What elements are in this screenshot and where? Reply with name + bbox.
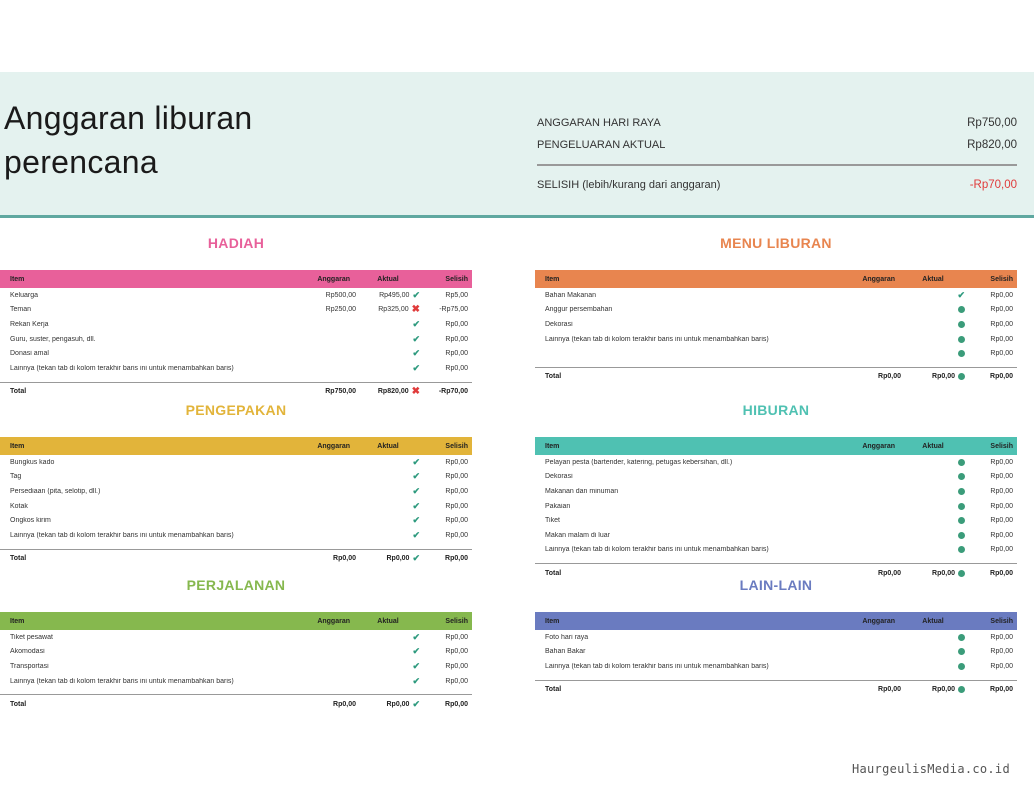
check-icon: ✔ [412,660,420,671]
section-menu-liburan [535,228,1017,386]
table-header [535,437,1017,455]
table-row [0,288,472,303]
table-row [0,630,472,645]
summary-divider [537,164,1017,166]
cell-aktual[interactable] [901,459,965,466]
cell-aktual[interactable] [356,472,420,481]
section-hiburan [535,395,1017,582]
cell-item[interactable]: Dekorasi [545,320,573,328]
cell-aktual[interactable] [901,473,965,480]
column-header-selisih: Selisih [990,617,1013,625]
cell-aktual[interactable] [901,663,965,670]
column-header-selisih: Selisih [990,442,1013,450]
check-icon: ✔ [412,553,420,564]
cell-aktual[interactable] [901,634,965,641]
status-dot-icon [958,686,965,693]
page-title: Anggaran liburan perencana [4,100,253,180]
column-header-item: Item [545,275,560,283]
table-row [0,674,472,689]
table-row [535,317,1017,332]
total-anggaran: Rp0,00 [878,373,901,381]
budget-summary [537,112,1017,196]
summary-row-difference [537,174,1017,196]
check-icon: ✔ [412,318,420,329]
status-dot-icon [958,546,965,553]
summary-label: ANGGARAN HARI RAYA [537,117,661,129]
total-row [0,694,472,713]
column-header-selisih: Selisih [445,275,468,283]
cell-aktual[interactable] [356,458,420,467]
table-header [0,270,472,288]
cell-aktual[interactable] [901,488,965,495]
column-header-selisih: Selisih [445,442,468,450]
status-dot-icon [958,336,965,343]
section-title: HADIAH [207,235,265,251]
table-row [535,499,1017,514]
total-anggaran: Rp0,00 [878,686,901,694]
status-dot-icon [958,321,965,328]
status-dot-icon [958,350,965,357]
section-perjalanan [0,570,472,713]
summary-value: -Rp70,00 [969,179,1017,191]
cell-aktual-value: Rp495,00 [379,291,410,299]
total-anggaran: Rp750,00 [325,388,356,396]
cell-aktual[interactable] [901,517,965,524]
check-icon: ✔ [412,529,420,540]
table-row [535,455,1017,470]
table-row [0,528,472,543]
column-header-anggaran: Anggaran [317,442,350,450]
total-label: Total [545,686,562,694]
cell-item[interactable]: Tag [10,473,22,481]
table-row [0,317,472,332]
cross-icon: ✖ [411,385,420,397]
check-icon: ✔ [412,485,420,496]
cell-selisih: Rp0,00 [445,662,468,670]
cell-aktual[interactable] [356,364,420,373]
column-header-item: Item [10,617,25,625]
summary-row-actual [537,134,1017,156]
cross-icon: ✖ [411,303,420,315]
cell-selisih: Rp0,00 [445,473,468,481]
total-selisih: Rp0,00 [990,686,1013,694]
total-aktual [356,700,420,709]
check-icon: ✔ [412,646,420,657]
table-row [535,630,1017,645]
check-icon: ✔ [957,289,965,300]
total-selisih: Rp0,00 [990,569,1013,577]
check-icon: ✔ [412,500,420,511]
cell-selisih: Rp0,00 [445,517,468,525]
cell-item[interactable]: Tiket pesawat [10,633,53,641]
column-header-aktual: Aktual [922,617,944,625]
cell-aktual[interactable] [901,306,965,313]
cell-item[interactable]: Lainnya (tekan tab di kolom terakhir baris ini untuk menambahkan baris) [545,662,769,670]
total-row [535,680,1017,699]
cell-item[interactable]: Foto hari raya [545,633,589,641]
cell-item[interactable]: Kotak [10,502,28,510]
table-row [535,543,1017,558]
total-row [0,549,472,568]
total-selisih: Rp0,00 [445,700,468,708]
cell-selisih: Rp0,00 [990,648,1013,656]
cell-selisih: -Rp75,00 [439,306,468,314]
cell-item[interactable]: Lainnya (tekan tab di kolom terakhir baris ini untuk menambahkan baris) [10,364,234,372]
total-aktual [901,686,965,693]
cell-item[interactable]: Akomodasi [10,648,45,656]
cell-item[interactable]: Pelayan pesta (bartender, katering, petugas kebersihan, dll.) [545,458,733,466]
total-aktual-value: Rp0,00 [386,700,410,708]
cell-item[interactable]: Donasi amal [10,350,49,358]
cell-selisih: Rp0,00 [445,335,468,343]
cell-item[interactable]: Dekorasi [545,473,573,481]
cell-aktual[interactable] [356,335,420,344]
total-label: Total [545,569,562,577]
cell-item[interactable]: Lainnya (tekan tab di kolom terakhir baris ini untuk menambahkan baris) [10,531,234,539]
check-icon: ✔ [412,515,420,526]
total-aktual [901,373,965,380]
cell-selisih: Rp0,00 [445,487,468,495]
column-header-aktual: Aktual [377,275,399,283]
table-row [0,332,472,347]
cell-item[interactable]: Makanan dan minuman [545,487,619,495]
check-icon: ✔ [412,631,420,642]
column-header-aktual: Aktual [377,442,399,450]
total-selisih: -Rp70,00 [438,388,468,396]
cell-aktual[interactable] [901,291,965,300]
cell-aktual[interactable] [356,633,420,642]
table-row [0,346,472,361]
section-title: PENGEPAKAN [185,402,287,418]
total-selisih: Rp0,00 [445,555,468,563]
column-header-aktual: Aktual [377,617,399,625]
cell-selisih: Rp0,00 [990,487,1013,495]
summary-label: SELISIH (lebih/kurang dari anggaran) [537,179,721,191]
table-row [535,513,1017,528]
table-row [0,659,472,674]
table-row [535,659,1017,674]
cell-aktual[interactable] [356,320,420,329]
check-icon: ✔ [412,456,420,467]
table-header [0,437,472,455]
status-dot-icon [958,663,965,670]
summary-label: PENGELUARAN AKTUAL [537,139,666,151]
cell-aktual[interactable] [901,503,965,510]
cell-item[interactable]: Tiket [545,517,560,525]
status-dot-icon [958,532,965,539]
cell-item[interactable]: Lainnya (tekan tab di kolom terakhir baris ini untuk menambahkan baris) [545,546,769,554]
section-title: PERJALANAN [186,577,286,593]
total-aktual-value: Rp0,00 [386,555,410,563]
status-dot-icon [958,373,965,380]
cell-aktual[interactable] [356,677,420,686]
cell-aktual[interactable] [356,291,420,300]
cell-selisih: Rp0,00 [990,531,1013,539]
cell-selisih: Rp0,00 [990,633,1013,641]
section-pengepakan [0,395,472,568]
column-header-selisih: Selisih [990,275,1013,283]
status-dot-icon [958,648,965,655]
column-header-selisih: Selisih [445,617,468,625]
status-dot-icon [958,306,965,313]
cell-selisih: Rp0,00 [445,350,468,358]
cell-item[interactable]: Transportasi [10,662,49,670]
cell-aktual[interactable] [356,487,420,496]
summary-value[interactable]: Rp750,00 [967,117,1017,129]
cell-item[interactable]: Pakaian [545,502,571,510]
cell-selisih: Rp0,00 [990,517,1013,525]
total-aktual [356,554,420,563]
column-header-anggaran: Anggaran [862,617,895,625]
cell-selisih: Rp0,00 [990,473,1013,481]
cell-aktual[interactable] [356,662,420,671]
cell-aktual-value: Rp325,00 [378,306,409,314]
table-row [0,513,472,528]
column-header-anggaran: Anggaran [317,617,350,625]
table-row [535,470,1017,485]
cell-aktual[interactable] [901,648,965,655]
cell-selisih: Rp0,00 [990,291,1013,299]
status-dot-icon [958,459,965,466]
column-header-item: Item [10,275,25,283]
cell-selisih: Rp0,00 [445,364,468,372]
column-header-anggaran: Anggaran [862,275,895,283]
total-label: Total [10,555,27,563]
total-aktual-value: Rp820,00 [377,388,409,396]
cell-selisih: Rp0,00 [445,320,468,328]
cell-item[interactable]: Bahan Makanan [545,291,596,299]
total-label: Total [10,388,27,396]
table-row [535,346,1017,361]
status-dot-icon [958,634,965,641]
cell-aktual[interactable] [356,531,420,540]
table-row [535,288,1017,303]
cell-aktual[interactable] [356,502,420,511]
check-icon: ✔ [412,289,420,300]
table-row [0,470,472,485]
total-anggaran: Rp0,00 [333,700,356,708]
check-icon: ✔ [412,362,420,373]
cell-aktual[interactable] [901,321,965,328]
check-icon: ✔ [412,698,420,709]
table-header [535,270,1017,288]
table-row [0,455,472,470]
cell-aktual[interactable] [356,349,420,358]
table-row [535,332,1017,347]
status-dot-icon [958,488,965,495]
cell-item[interactable]: Anggur persembahan [545,306,613,314]
cell-item[interactable]: Lainnya (tekan tab di kolom terakhir baris ini untuk menambahkan baris) [10,677,234,685]
total-anggaran: Rp0,00 [878,569,901,577]
column-header-aktual: Aktual [922,275,944,283]
summary-value[interactable]: Rp820,00 [967,139,1017,151]
cell-selisih: Rp0,00 [990,662,1013,670]
cell-item[interactable]: Rekan Kerja [10,320,49,328]
total-aktual-value: Rp0,00 [932,686,955,694]
total-anggaran: Rp0,00 [333,555,356,563]
cell-selisih: Rp0,00 [990,306,1013,314]
cell-anggaran[interactable]: Rp250,00 [325,306,356,314]
total-aktual-value: Rp0,00 [932,569,955,577]
status-dot-icon [958,473,965,480]
cell-selisih: Rp0,00 [990,350,1013,358]
table-row [535,528,1017,543]
status-dot-icon [958,517,965,524]
cell-selisih: Rp0,00 [445,458,468,466]
cell-selisih: Rp0,00 [990,320,1013,328]
cell-selisih: Rp0,00 [990,458,1013,466]
table-row [535,303,1017,318]
column-header-item: Item [545,617,560,625]
cell-selisih: Rp0,00 [990,502,1013,510]
cell-item[interactable]: Lainnya (tekan tab di kolom terakhir baris ini untuk menambahkan baris) [545,335,769,343]
check-icon: ✔ [412,348,420,359]
cell-selisih: Rp0,00 [445,633,468,641]
total-row [535,367,1017,386]
cell-item[interactable]: Ongkos kirim [10,517,51,525]
check-icon: ✔ [412,471,420,482]
column-header-item: Item [545,442,560,450]
table-header [535,612,1017,630]
cell-anggaran[interactable]: Rp500,00 [325,291,356,299]
status-dot-icon [958,503,965,510]
column-header-anggaran: Anggaran [317,275,350,283]
cell-selisih: Rp0,00 [990,546,1013,554]
table-row [0,361,472,376]
table-row [535,645,1017,660]
table-header [0,612,472,630]
table-row [0,303,472,318]
cell-selisih: Rp0,00 [445,677,468,685]
column-header-anggaran: Anggaran [862,442,895,450]
total-label: Total [545,373,562,381]
column-header-item: Item [10,442,25,450]
table-row [0,484,472,499]
cell-item[interactable]: Makan malam di luar [545,531,610,539]
cell-aktual[interactable] [901,546,965,553]
table-row [535,484,1017,499]
table-row [0,499,472,514]
cell-aktual[interactable] [356,305,420,315]
table-row [0,645,472,660]
watermark: HaurgeulisMedia.co.id [851,762,1010,776]
cell-selisih: Rp0,00 [990,335,1013,343]
check-icon: ✔ [412,675,420,686]
check-icon: ✔ [412,333,420,344]
cell-selisih: Rp5,00 [445,291,468,299]
section-title: MENU LIBURAN [720,235,832,251]
section-lain-lain [535,570,1017,699]
total-label: Total [10,700,27,708]
cell-aktual[interactable] [356,516,420,525]
cell-item[interactable]: Bungkus kado [10,458,55,466]
column-header-aktual: Aktual [922,442,944,450]
cell-item[interactable]: Teman [10,306,32,314]
cell-item[interactable]: Guru, suster, pengasuh, dll. [10,335,96,343]
section-hadiah [0,228,472,401]
cell-selisih: Rp0,00 [445,531,468,539]
cell-item[interactable]: Keluarga [10,291,39,299]
cell-aktual[interactable] [901,532,965,539]
summary-row-budget [537,112,1017,134]
cell-aktual[interactable] [356,647,420,656]
cell-selisih: Rp0,00 [445,502,468,510]
cell-aktual[interactable] [901,350,965,357]
total-selisih: Rp0,00 [990,373,1013,381]
total-aktual-value: Rp0,00 [932,373,955,381]
cell-selisih: Rp0,00 [445,648,468,656]
section-title: HIBURAN [742,402,810,418]
cell-aktual[interactable] [901,336,965,343]
cell-item[interactable]: Persediaan (pita, selotip, dll.) [10,487,101,495]
section-title: LAIN-LAIN [739,577,813,593]
cell-item[interactable]: Bahan Bakar [545,648,586,656]
